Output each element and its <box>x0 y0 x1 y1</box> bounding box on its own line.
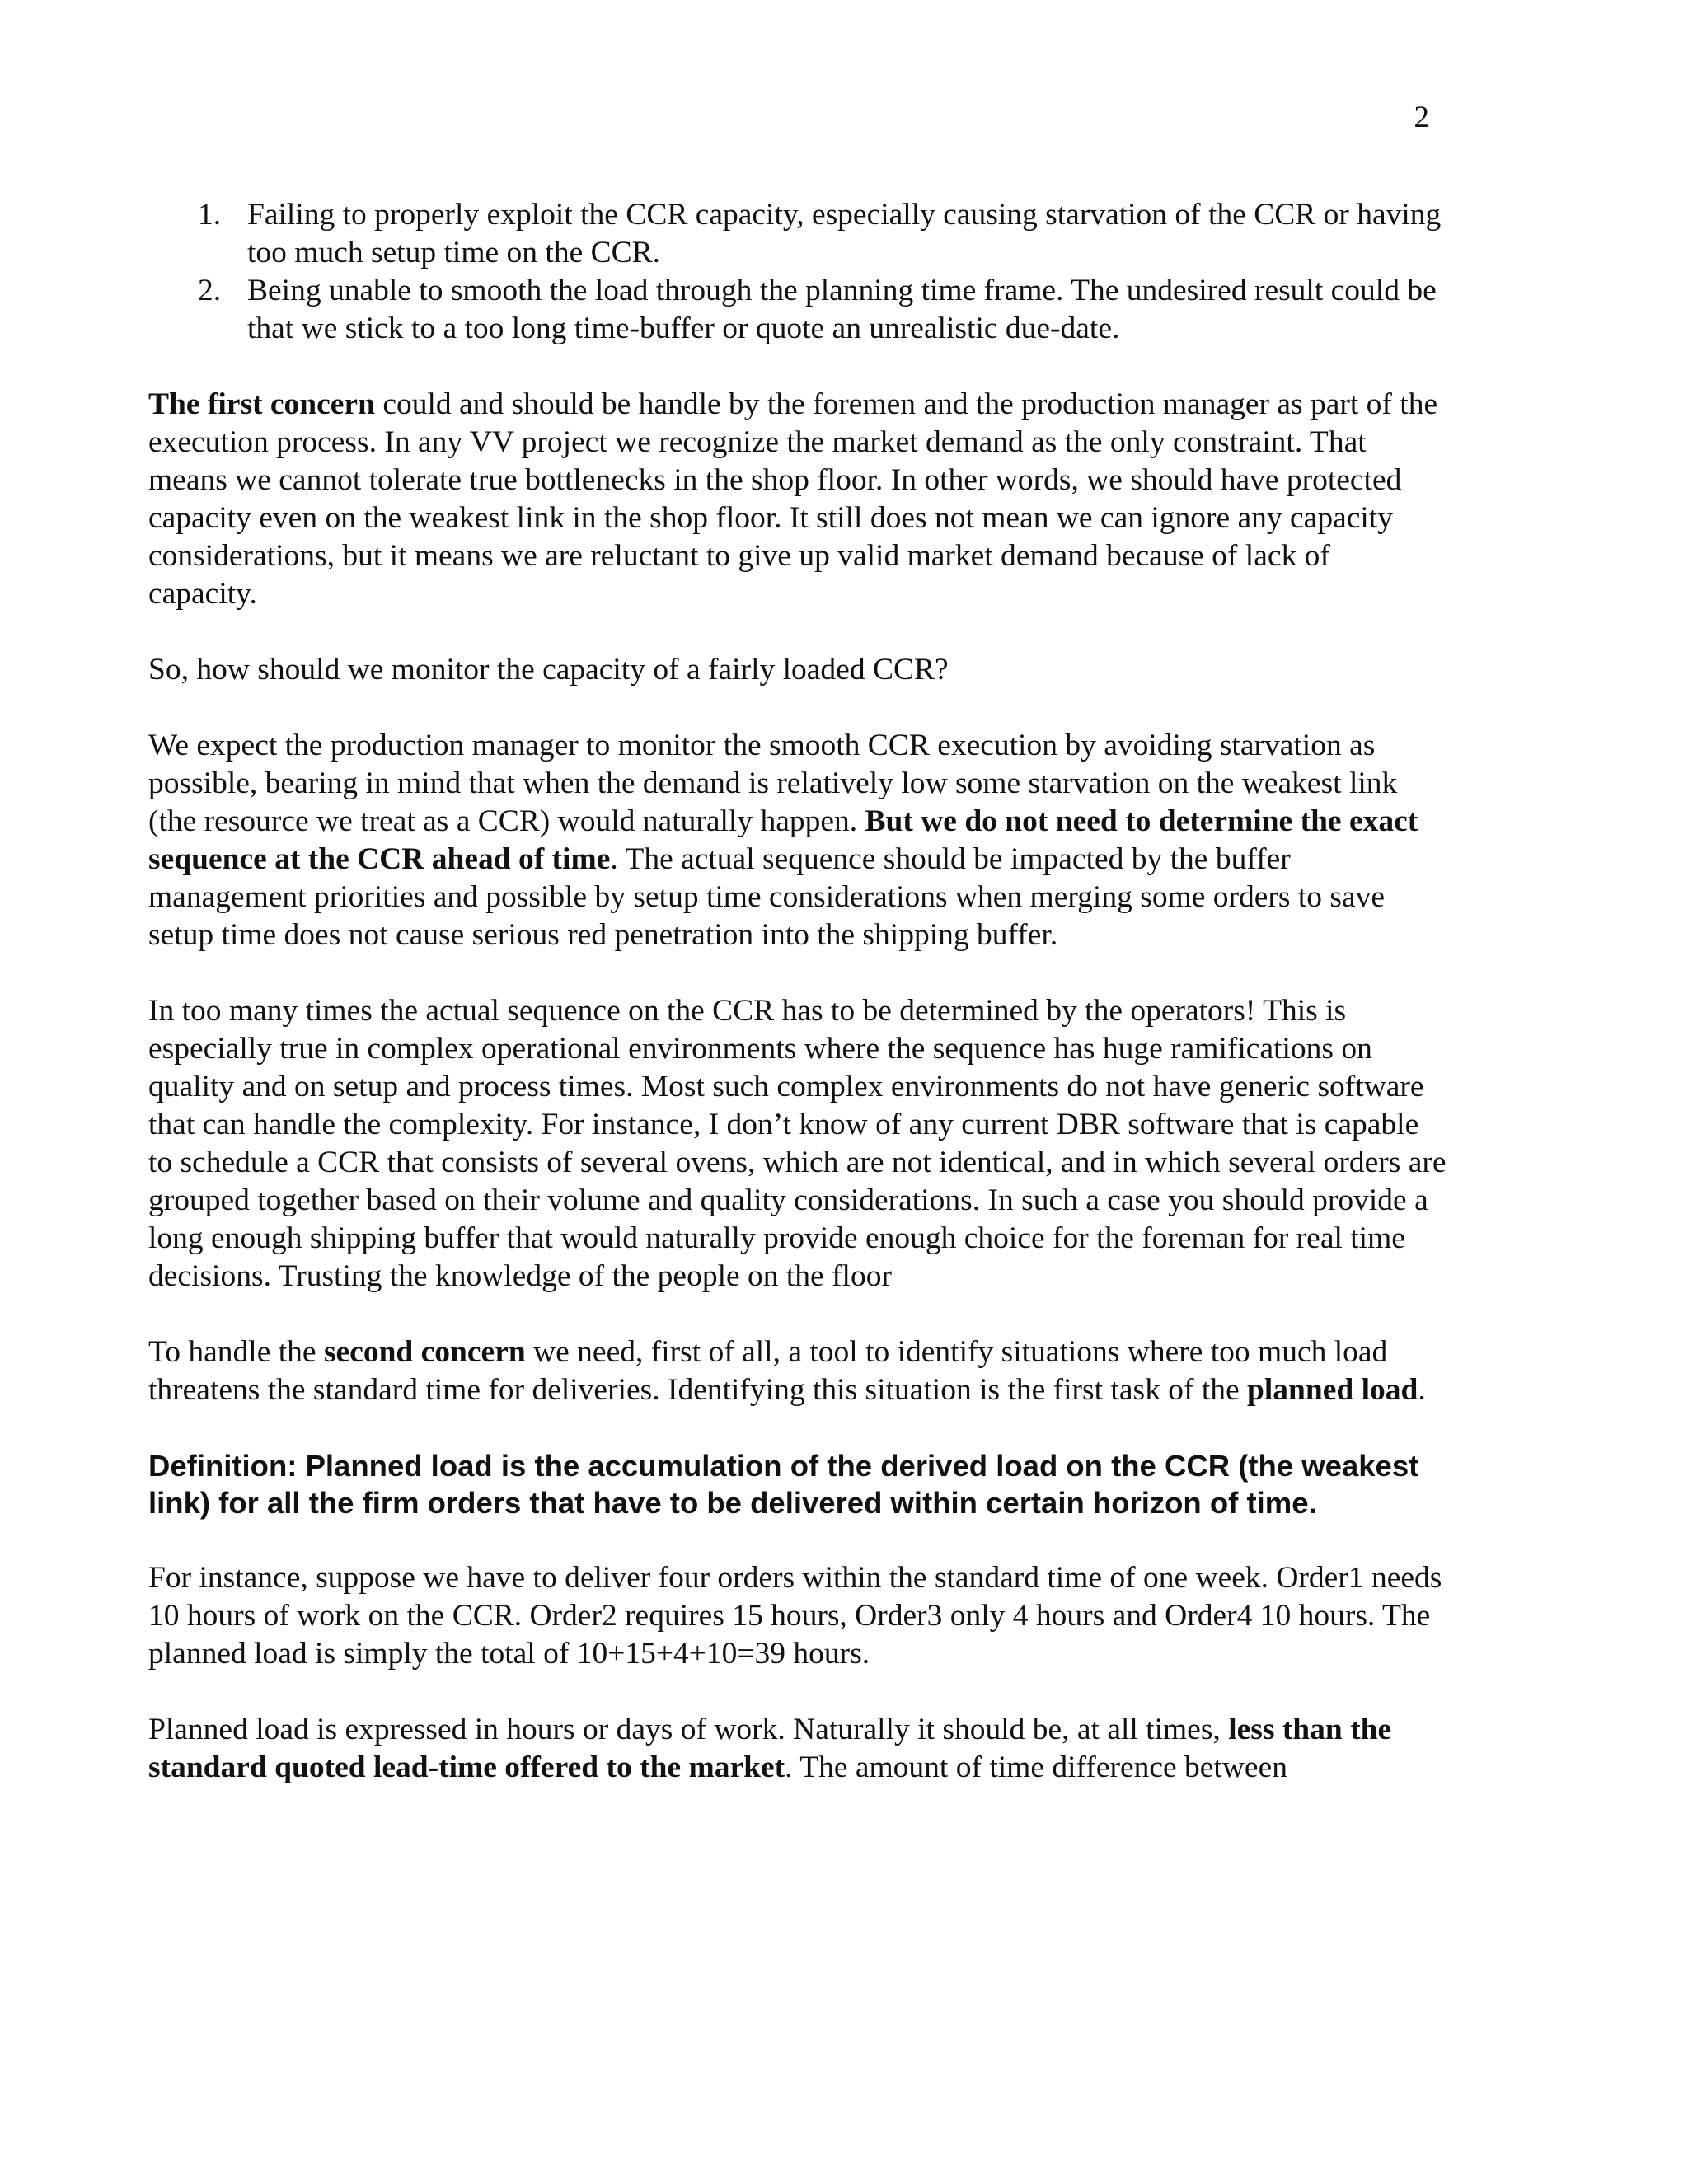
bold-emphasis: But we do not need to determine the exact sequence at the CCR ahead of time <box>148 804 1418 876</box>
paragraph-text: . The actual sequence should be impacted by the buffer management priorities and possible by setup time considerations when merging some orders to save setup time does not cause serious red penetration into the shipping buffer. <box>148 842 1386 952</box>
paragraph-second-concern <box>148 1333 1447 1409</box>
bold-term: second concern <box>323 1335 526 1369</box>
paragraph-text: . The amount of time difference between <box>785 1750 1287 1784</box>
paragraph-operators: In too many times the actual sequence on the CCR has to be determined by the operators! This is especially true in complex operational environments where the sequence has huge ramifications on quality and on setup and process times. Most such complex environments do not have generic software that can handle the complexity. For instance, I don’t know of any current DBR software that is capable to schedule a CCR that consists of several ovens, which are not identical, and in which several orders are grouped together based on their volume and quality considerations. In such a case you should provide a long enough shipping buffer that would naturally provide enough choice for the foreman for real time decisions. Trusting the knowledge of the people on the floor <box>148 994 1447 1293</box>
paragraph-text: could and should be handle by the foremen and the production manager as part of the execution process. In any VV project we recognize the market demand as the only constraint. That means we cannot tolerate true bottlenecks in the shop floor. In other words, we should have protected capacity even on the weakest link in the shop floor. It still does not mean we can ignore any capacity considerations, but it means we are reluctant to give up valid market demand because of lack of capacity. <box>148 387 1438 611</box>
paragraph-example: For instance, suppose we have to deliver four orders within the standard time of one week. Order1 needs 10 hours of work on the CCR. Order2 requires 15 hours, Order3 only 4 hours and Order4 10 hours. The planned load is simply the total of 10+15+4+10=39 hours. <box>148 1561 1442 1671</box>
bold-emphasis: less than the standard quoted lead-time offered to the market <box>148 1713 1392 1784</box>
paragraph-text: Planned load is expressed in hours or days of work. Naturally it should be, at all times, <box>148 1713 1229 1746</box>
paragraph-production-manager <box>148 727 1447 954</box>
list-item-number: 1. <box>198 198 222 232</box>
bold-term: planned load <box>1247 1373 1418 1407</box>
paragraph-text: To handle the <box>148 1335 324 1369</box>
list-item-text: Failing to properly exploit the CCR capacity, especially causing starvation of the CCR or having too much setup time on the CCR. <box>247 198 1442 269</box>
bold-term: The first concern <box>148 387 375 421</box>
list-item <box>148 272 1447 348</box>
paragraph-question: So, how should we monitor the capacity of a fairly loaded CCR? <box>148 653 949 687</box>
list-item-number: 2. <box>198 274 222 307</box>
page-body <box>148 196 1447 1825</box>
paragraph-text: we need, first of all, a tool to identify situations where too much load threatens the standard time for deliveries. Identifying this situation is the first task of the <box>148 1335 1388 1407</box>
concern-list <box>148 196 1447 348</box>
list-item <box>148 196 1447 272</box>
list-item-text: Being unable to smooth the load through the planning time frame. The undesired result could be that we stick to a too long time-buffer or quote an unrealistic due-date. <box>247 274 1437 345</box>
paragraph-text: . <box>1418 1373 1426 1407</box>
paragraph-planned-load <box>148 1711 1447 1787</box>
paragraph-first-concern <box>148 386 1447 613</box>
paragraph-text: We expect the production manager to monitor the smooth CCR execution by avoiding starvation as possible, bearing in mind that when the demand is relatively low some starvation on the weakest link (the resource we treat as a CCR) would naturally happen. <box>148 729 1398 838</box>
definition-block: Definition: Planned load is the accumulation of the derived load on the CCR (the weakest link) for all the firm orders that have to be delivered within certain horizon of time. <box>148 1449 1419 1520</box>
page-number: 2 <box>1414 101 1429 134</box>
